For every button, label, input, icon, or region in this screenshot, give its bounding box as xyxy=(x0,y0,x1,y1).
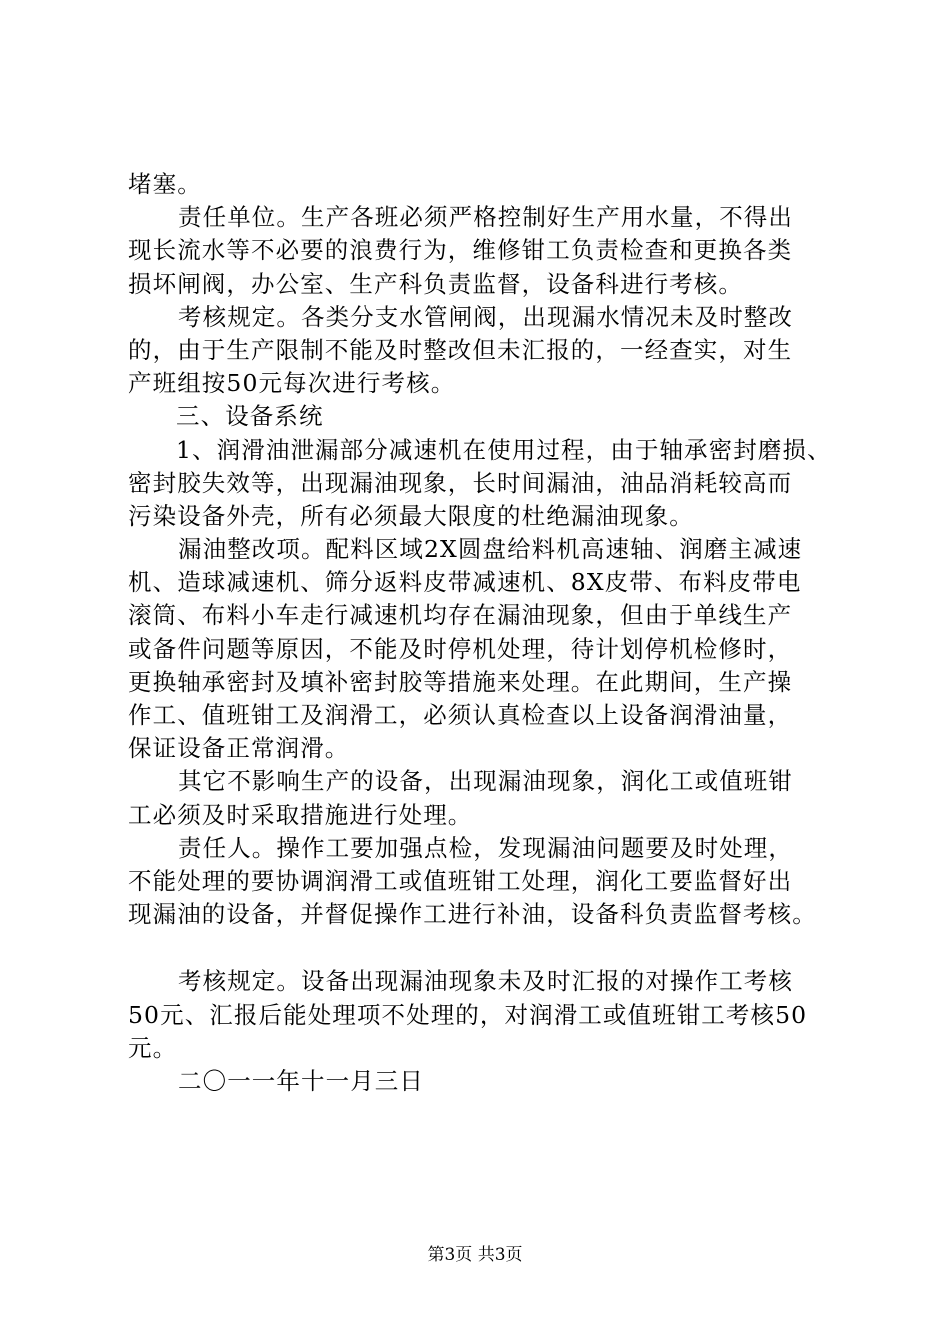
body-line: 责任人。操作工要加强点检，发现漏油问题要及时处理， xyxy=(178,833,793,862)
body-line: 机、造球减速机、筛分返料皮带减速机、8X皮带、布料皮带电 xyxy=(128,568,802,597)
body-line: 堵塞。 xyxy=(128,170,202,198)
paragraph-gap xyxy=(128,931,850,965)
body-line: 其它不影响生产的设备，出现漏油现象，润化工或值班钳 xyxy=(178,767,793,796)
page-number: 第3页 共3页 xyxy=(427,1245,523,1265)
body-line: 滚筒、布料小车走行减速机均存在漏油现象，但由于单线生产 xyxy=(128,601,793,630)
body-line: 不能处理的要协调润滑工或值班钳工处理，润化工要监督好出 xyxy=(128,866,793,895)
body-line: 损坏闸阀，办公室、生产科负责监督，设备科进行考核。 xyxy=(128,269,743,298)
body-line: 责任单位。生产各班必须严格控制好生产用水量，不得出 xyxy=(178,203,793,232)
body-line: 50元、汇报后能处理项不处理的，对润滑工或值班钳工考核50 xyxy=(128,1000,808,1029)
body-line: 密封胶失效等，出现漏油现象，长时间漏油，油品消耗较高而 xyxy=(128,468,793,497)
body-line: 工必须及时采取措施进行处理。 xyxy=(128,800,473,829)
body-line: 更换轴承密封及填补密封胶等措施来处理。在此期间，生产操 xyxy=(128,667,793,696)
section-heading: 三、设备系统 xyxy=(176,402,324,431)
body-line: 或备件问题等原因，不能及时停机处理，待计划停机检修时， xyxy=(128,634,793,663)
body-line: 的，由于生产限制不能及时整改但未汇报的，一经查实，对生 xyxy=(128,335,793,364)
body-line: 污染设备外壳，所有必须最大限度的杜绝漏油现象。 xyxy=(128,501,694,530)
body-line: 漏油整改项。配料区域2X圆盘给料机高速轴、润磨主减速 xyxy=(178,535,803,564)
body-line: 元。 xyxy=(128,1033,178,1062)
body-line: 保证设备正常润滑。 xyxy=(128,734,350,763)
body-line: 1、润滑油泄漏部分减速机在使用过程，由于轴承密封磨损、 xyxy=(176,435,832,464)
body-line: 产班组按50元每次进行考核。 xyxy=(128,369,456,398)
body-line: 考核规定。设备出现漏油现象未及时汇报的对操作工考核 xyxy=(178,967,793,996)
document-date: 二〇一一年十一月三日 xyxy=(178,1066,424,1095)
body-line: 现长流水等不必要的浪费行为，维修钳工负责检查和更换各类 xyxy=(128,236,793,265)
page-footer xyxy=(0,1244,950,1266)
document-body xyxy=(128,168,850,1098)
body-line: 考核规定。各类分支水管闸阀，出现漏水情况未及时整改 xyxy=(178,302,793,331)
body-line: 现漏油的设备，并督促操作工进行补油，设备科负责监督考核。 xyxy=(128,900,817,929)
body-line: 作工、值班钳工及润滑工，必须认真检查以上设备润滑油量， xyxy=(128,701,793,729)
